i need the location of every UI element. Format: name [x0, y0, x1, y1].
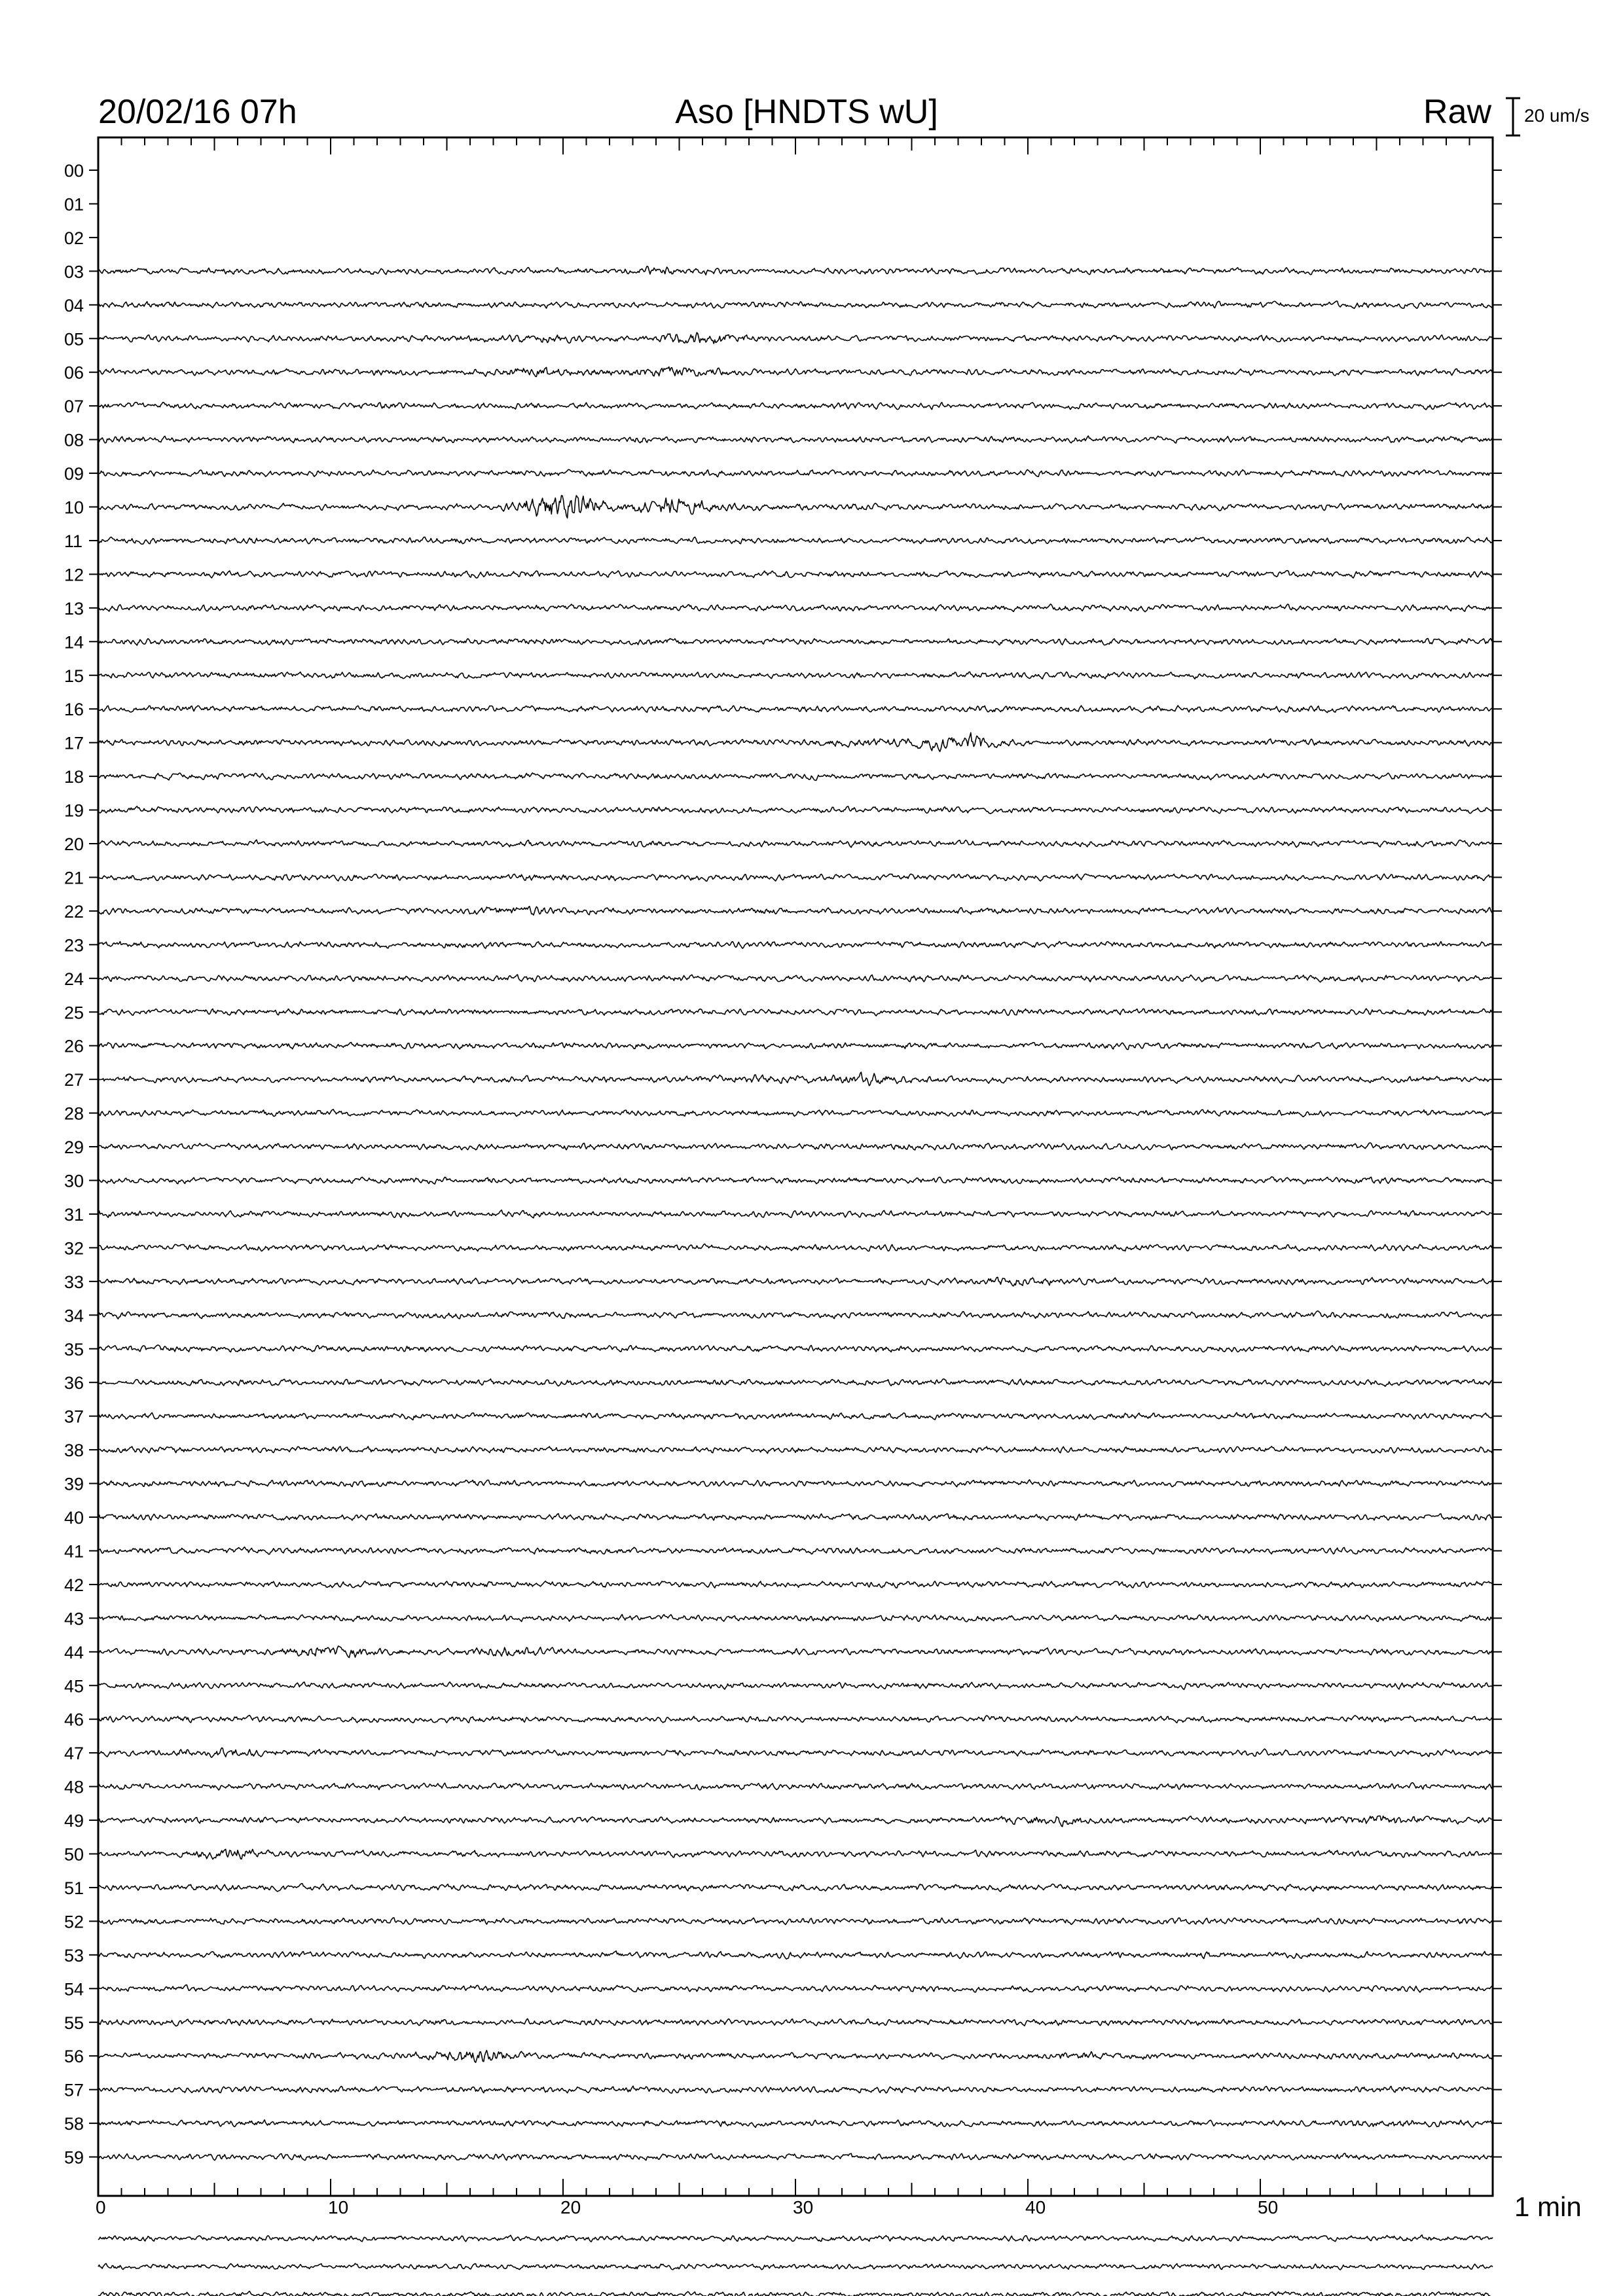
row-label: 15 [64, 666, 84, 686]
row-label: 27 [64, 1070, 84, 1090]
row-label: 59 [64, 2147, 84, 2168]
trace-row-14 [98, 639, 1493, 646]
row-label: 31 [64, 1204, 84, 1225]
trace-row-49 [98, 1816, 1493, 1827]
x-tick-label: 30 [793, 2197, 814, 2217]
row-label: 21 [64, 868, 84, 888]
x-tick-label: 10 [328, 2197, 349, 2217]
trace-row-10 [98, 495, 1493, 518]
trace-row-51 [98, 1884, 1493, 1892]
row-label: 06 [64, 363, 84, 383]
row-label: 25 [64, 1003, 84, 1023]
trace-row-20 [98, 840, 1493, 848]
trace-row-09 [98, 469, 1493, 476]
row-label: 32 [64, 1238, 84, 1259]
trace-row-46 [98, 1715, 1493, 1723]
trace-row-19 [98, 806, 1493, 814]
trace-row-57 [98, 2086, 1493, 2093]
row-label: 30 [64, 1171, 84, 1191]
trace-row-52 [98, 1918, 1493, 1924]
row-label: 17 [64, 733, 84, 753]
trace-row-24 [98, 975, 1493, 982]
trace-row-16 [98, 706, 1493, 713]
overflow-trace [98, 2235, 1493, 2242]
trace-row-08 [98, 436, 1493, 443]
row-label: 53 [64, 1945, 84, 1965]
trace-row-40 [98, 1514, 1493, 1521]
trace-row-13 [98, 604, 1493, 612]
row-label: 49 [64, 1811, 84, 1831]
row-label: 13 [64, 598, 84, 619]
amplitude-scale-label: 20 um/s [1524, 105, 1590, 126]
row-label: 37 [64, 1407, 84, 1427]
trace-row-59 [98, 2153, 1493, 2161]
trace-row-47 [98, 1748, 1493, 1758]
row-label: 55 [64, 2013, 84, 2033]
row-label: 38 [64, 1441, 84, 1461]
row-label: 57 [64, 2080, 84, 2100]
trace-row-21 [98, 874, 1493, 881]
row-label: 05 [64, 329, 84, 350]
mode-label: Raw [1423, 93, 1491, 131]
trace-row-07 [98, 403, 1493, 410]
row-label: 58 [64, 2114, 84, 2134]
row-label: 09 [64, 464, 84, 484]
trace-row-18 [98, 773, 1493, 781]
trace-row-43 [98, 1615, 1493, 1622]
row-label: 02 [64, 228, 84, 248]
row-label: 54 [64, 1979, 84, 2000]
trace-row-42 [98, 1581, 1493, 1588]
trace-row-22 [98, 906, 1493, 915]
trace-row-05 [98, 332, 1493, 344]
trace-row-50 [98, 1849, 1493, 1859]
trace-row-28 [98, 1109, 1493, 1117]
trace-row-39 [98, 1480, 1493, 1487]
row-label: 07 [64, 397, 84, 417]
row-label: 28 [64, 1103, 84, 1124]
row-label: 03 [64, 262, 84, 282]
row-label: 35 [64, 1339, 84, 1359]
row-label: 22 [64, 901, 84, 922]
row-label: 42 [64, 1575, 84, 1595]
trace-row-36 [98, 1379, 1493, 1386]
trace-row-56 [98, 2051, 1493, 2063]
trace-row-37 [98, 1412, 1493, 1420]
row-label: 20 [64, 834, 84, 854]
chart-title: Aso [HNDTS wU] [675, 93, 938, 131]
trace-row-27 [98, 1072, 1493, 1086]
amplitude-scale-bar [1506, 98, 1520, 135]
trace-row-23 [98, 941, 1493, 948]
trace-row-26 [98, 1043, 1493, 1050]
row-label: 36 [64, 1373, 84, 1393]
trace-row-44 [98, 1646, 1493, 1658]
trace-row-17 [98, 733, 1493, 752]
x-tick-label: 0 [96, 2197, 106, 2217]
x-tick-label: 40 [1025, 2197, 1046, 2217]
trace-row-06 [98, 367, 1493, 377]
row-label: 23 [64, 935, 84, 956]
row-label: 39 [64, 1474, 84, 1494]
row-label: 16 [64, 700, 84, 720]
row-tick-marks [89, 170, 1502, 2157]
trace-row-04 [98, 301, 1493, 308]
row-label: 52 [64, 1912, 84, 1932]
x-tick-label: 20 [560, 2197, 581, 2217]
trace-row-58 [98, 2120, 1493, 2128]
row-label: 44 [64, 1642, 84, 1662]
row-label: 18 [64, 767, 84, 787]
row-label: 40 [64, 1508, 84, 1528]
row-label: 47 [64, 1744, 84, 1764]
row-label: 50 [64, 1844, 84, 1865]
trace-row-30 [98, 1177, 1493, 1184]
trace-row-15 [98, 672, 1493, 679]
row-labels [64, 161, 84, 2168]
row-label: 45 [64, 1676, 84, 1696]
row-label: 00 [64, 161, 84, 181]
trace-row-32 [98, 1244, 1493, 1251]
row-label: 04 [64, 295, 84, 315]
row-label: 12 [64, 565, 84, 585]
row-label: 48 [64, 1777, 84, 1797]
row-label: 46 [64, 1710, 84, 1730]
trace-row-38 [98, 1446, 1493, 1454]
trace-row-31 [98, 1210, 1493, 1218]
overflow-traces [98, 2235, 1493, 2296]
row-label: 34 [64, 1306, 84, 1326]
seismic-traces [98, 266, 1493, 2161]
x-unit-label: 1 min [1514, 2191, 1582, 2222]
x-tick-label: 50 [1258, 2197, 1279, 2217]
trace-row-34 [98, 1311, 1493, 1319]
trace-row-45 [98, 1682, 1493, 1690]
x-axis-labels [96, 2197, 1278, 2217]
trace-row-25 [98, 1009, 1493, 1016]
trace-row-54 [98, 1985, 1493, 1992]
overflow-trace [98, 2263, 1493, 2270]
trace-row-29 [98, 1143, 1493, 1150]
row-label: 41 [64, 1541, 84, 1562]
chart-datetime: 20/02/16 07h [98, 93, 297, 131]
trace-row-41 [98, 1547, 1493, 1554]
row-label: 11 [64, 531, 83, 551]
row-label: 26 [64, 1036, 84, 1056]
row-label: 19 [64, 800, 84, 821]
trace-row-33 [98, 1277, 1493, 1285]
trace-row-03 [98, 266, 1493, 275]
row-label: 01 [64, 194, 84, 215]
row-label: 43 [64, 1609, 84, 1629]
trace-row-48 [98, 1783, 1493, 1790]
row-label: 33 [64, 1272, 84, 1292]
row-label: 14 [64, 632, 84, 653]
row-label: 56 [64, 2047, 84, 2067]
trace-row-35 [98, 1345, 1493, 1352]
trace-row-11 [98, 537, 1493, 545]
row-label: 24 [64, 969, 84, 989]
trace-row-53 [98, 1951, 1493, 1959]
row-label: 10 [64, 497, 84, 518]
row-label: 29 [64, 1138, 84, 1158]
trace-row-12 [98, 571, 1493, 579]
trace-row-55 [98, 2018, 1493, 2026]
overflow-trace [98, 2291, 1493, 2296]
row-label: 08 [64, 430, 84, 450]
row-label: 51 [64, 1878, 84, 1898]
